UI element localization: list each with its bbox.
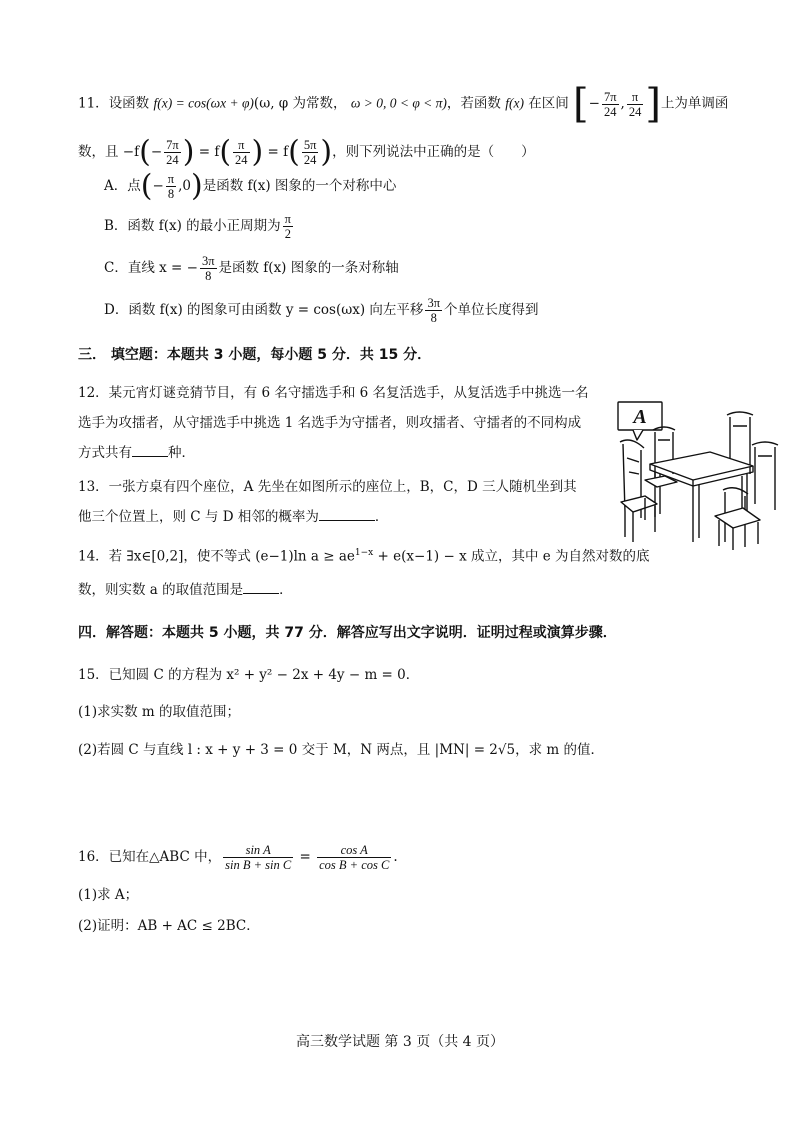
q11-option-a: A．点(− $\frac{\pi}{8}$ ,0)是函数 f(x) 图象的一个对称中心: [104, 168, 397, 204]
q16-fraction-sin: $\frac{\text{sin A}}{\text{sin B + sin C}}$: [225, 843, 292, 872]
page-footer: 高三数学试题 第 3 页（共 4 页）: [295, 1034, 505, 1050]
sign-label: A: [633, 406, 647, 428]
q15-line2: (1)求实数 m 的取值范围；: [78, 704, 241, 720]
q11-option-d: D．函数 f(x) 的图象可由函数 y = cos(ωx) 向左平移 $\frac{3\pi}{8}$ 个单位长度得到: [104, 296, 539, 325]
q15-line3: (2)若圆 C 与直线 l : x + y + 3 = 0 交于 M，N 两点，且 |MN| = 2√5，求 m 的值．: [78, 742, 604, 758]
q14-line2: 数，则实数 a 的取值范围是 ．: [78, 582, 293, 598]
q16-line3: (2)证明：AB + AC ≤ 2BC．: [78, 918, 260, 934]
answer-blank: [132, 456, 168, 457]
q14-line1: 14．若 ∃x∈[0,2]，使不等式 (e−1)ln $a \ge ae^{1-x} + e(x-1) - x$ 成立，其中 e 为自然对数的底: [78, 548, 650, 565]
q16-line1: 16．已知在△ABC 中， $\frac{\text{sin A}}{\text{sin B + sin C}}$ = $\frac{\text{cos A}}{\text{cos B + cos C}}$ .: [78, 843, 398, 872]
q15-line1: 15．已知圆 C 的方程为 x² + y² − 2x + 4y − m = 0．: [78, 667, 420, 683]
answer-blank: [319, 520, 375, 521]
q12-line1: 12．某元宵灯谜竞猜节目，有 6 名守擂选手和 6 名复活选手，从复活选手中挑选一名: [78, 385, 589, 401]
answer-blank: [243, 593, 279, 594]
q11-line1: 11．设函数 f(x) = cos(ωx + φ)(ω, φ 为常数， ω > 0, 0 < φ < π)，若函数 f(x) 在区间 [− $\frac{7\pi}{24}$ , $\frac{\pi}{24}$ ]上为单调函: [78, 81, 729, 127]
q12-line3: 方式共有 种．: [78, 445, 195, 461]
q13-line2: 他三个位置上，则 C 与 D 相邻的概率为 ．: [78, 509, 389, 525]
section-3-heading: 三． 填空题：本题共 3 小题，每小题 5 分．共 15 分．: [78, 347, 432, 363]
interval-left-fraction: $\frac{7\pi}{24}$: [603, 89, 617, 119]
q11-option-c: C．直线 x = − $\frac{3\pi}{8}$ 是函数 f(x) 图象的一条对称轴: [104, 254, 399, 283]
table-chairs-figure: [615, 392, 780, 550]
q12-line2: 选手为攻擂者，从守擂选手中挑选 1 名选手为守擂者，则攻擂者、守擂者的不同构成: [78, 415, 582, 431]
q16-fraction-cos: $\frac{\text{cos A}}{\text{cos B + cos C}}$: [319, 843, 390, 872]
q11-line2: 数，且 −f(− $\frac{7\pi}{24}$ ) = f( $\frac{\pi}{24}$ ) = f( $\frac{5\pi}{24}$ )，则下列说法中正确的是（ ）: [78, 134, 535, 170]
q13-line1: 13．一张方桌有四个座位，A 先坐在如图所示的座位上，B，C，D 三人随机坐到其: [78, 479, 577, 495]
q16-line2: (1)求 A；: [78, 887, 139, 903]
q11-option-b: B．函数 f(x) 的最小正周期为 $\frac{\pi}{2}$: [104, 212, 291, 241]
interval-right-fraction: $\frac{\pi}{24}$: [628, 89, 642, 119]
section-4-heading: 四．解答题：本题共 5 小题，共 77 分．解答应写出文字说明．证明过程或演算步骤．: [78, 625, 617, 641]
